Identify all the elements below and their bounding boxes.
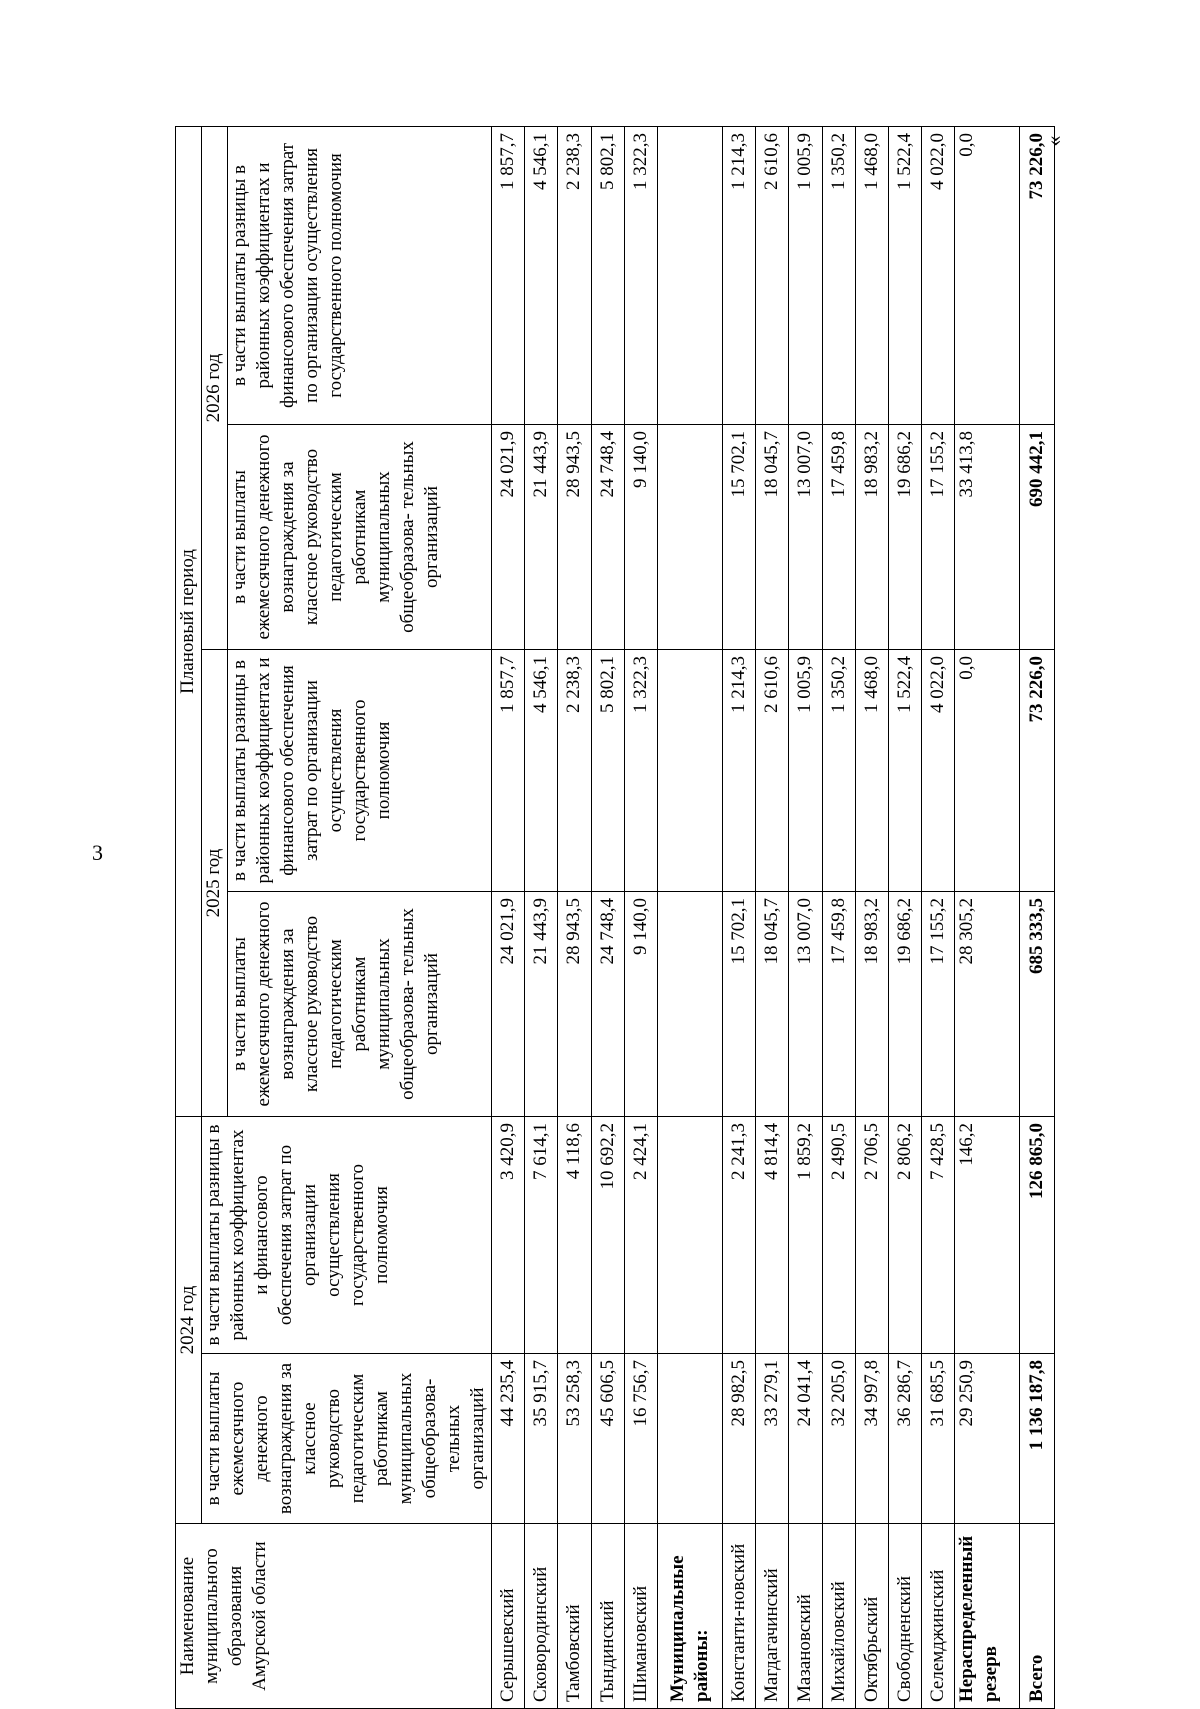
header-name: Наименование муниципального образования Амурской области xyxy=(176,1524,492,1709)
total-2026-remuneration: 690 442,1 xyxy=(1020,424,1055,649)
cell-2024-coefficients: 2 241,3 xyxy=(723,1116,756,1353)
cell-2026-coefficients: 2 238,3 xyxy=(558,126,591,424)
cell-2024-remuneration: 44 235,4 xyxy=(492,1354,525,1524)
table-row xyxy=(723,126,756,1708)
cell-2026-remuneration: 9 140,0 xyxy=(624,424,657,649)
total-2024-coefficients: 126 865,0 xyxy=(1020,1116,1055,1353)
table-row xyxy=(789,126,822,1708)
cell-2025-coefficients: 1 522,4 xyxy=(888,649,921,891)
table-row xyxy=(756,126,789,1708)
cell-2025-coefficients: 0,0 xyxy=(955,649,1020,891)
cell-2026-remuneration: 21 443,9 xyxy=(525,424,558,649)
table-row xyxy=(922,126,955,1708)
rotated-table-container xyxy=(175,127,1055,1709)
end-quote-mark: » xyxy=(1045,135,1071,147)
header-planned-period: Плановый период xyxy=(176,126,202,1116)
cell-2024-coefficients: 1 859,2 xyxy=(789,1116,822,1353)
row-name: Тындинский xyxy=(591,1524,624,1709)
cell-2026-remuneration: 17 155,2 xyxy=(922,424,955,649)
cell-2024-coefficients: 4 814,4 xyxy=(756,1116,789,1353)
cell-2026-remuneration: 24 748,4 xyxy=(591,424,624,649)
header-2026: 2026 год xyxy=(202,126,228,649)
cell-2025-remuneration: 15 702,1 xyxy=(723,891,756,1116)
cell-2025-coefficients: 1 322,3 xyxy=(624,649,657,891)
total-2024-remuneration: 1 136 187,8 xyxy=(1020,1354,1055,1524)
cell-2026-coefficients: 1 214,3 xyxy=(723,126,756,424)
cell-2024-remuneration: 29 250,9 xyxy=(955,1354,1020,1524)
cell-2024-coefficients: 2 490,5 xyxy=(822,1116,855,1353)
total-2026-coefficients: 73 226,0 xyxy=(1020,126,1055,424)
cell-2025-remuneration: 24 021,9 xyxy=(492,891,525,1116)
cell-2026-remuneration: 13 007,0 xyxy=(789,424,822,649)
cell-2024-coefficients: 2 706,5 xyxy=(855,1116,888,1353)
cell-2024-coefficients: 7 614,1 xyxy=(525,1116,558,1353)
cell-2026-coefficients: 4 022,0 xyxy=(922,126,955,424)
row-name: Мазановский xyxy=(789,1524,822,1709)
page-number: 3 xyxy=(92,840,103,865)
cell-2025-remuneration: 21 443,9 xyxy=(525,891,558,1116)
cell-2024-remuneration: 34 997,8 xyxy=(855,1354,888,1524)
header-2026-coefficients: в части выплаты разницы в районных коэффициентах и финансового обеспечения затрат по организации осуществления государственного полномочия xyxy=(228,126,492,424)
row-name: Константи-новский xyxy=(723,1524,756,1709)
row-name: Шимановский xyxy=(624,1524,657,1709)
cell-2025-coefficients: 1 468,0 xyxy=(855,649,888,891)
cell-2026-coefficients: 1 468,0 xyxy=(855,126,888,424)
cell-2024-remuneration: 53 258,3 xyxy=(558,1354,591,1524)
budget-table xyxy=(175,126,1055,1709)
row-name: Тамбовский xyxy=(558,1524,591,1709)
cell-2025-coefficients: 5 802,1 xyxy=(591,649,624,891)
row-name: Сковородинский xyxy=(525,1524,558,1709)
row-name: Магдагачинский xyxy=(756,1524,789,1709)
table-row xyxy=(855,126,888,1708)
cell-2024-remuneration: 45 606,5 xyxy=(591,1354,624,1524)
cell-2024-remuneration: 31 685,5 xyxy=(922,1354,955,1524)
header-2024-coefficients: в части выплаты разницы в районных коэффициентах и финансового обеспечения затрат по организации осуществления государственного полномочия xyxy=(202,1116,492,1353)
cell-2024-coefficients: 10 692,2 xyxy=(591,1116,624,1353)
table-row xyxy=(525,126,558,1708)
cell-2025-coefficients: 1 214,3 xyxy=(723,649,756,891)
cell-2025-coefficients: 2 610,6 xyxy=(756,649,789,891)
total-2025-remuneration: 685 333,5 xyxy=(1020,891,1055,1116)
cell-2024-remuneration: 36 286,7 xyxy=(888,1354,921,1524)
cell-2024-coefficients: 3 420,9 xyxy=(492,1116,525,1353)
cell-2026-coefficients: 5 802,1 xyxy=(591,126,624,424)
table-row xyxy=(888,126,921,1708)
cell-2026-coefficients: 1 322,3 xyxy=(624,126,657,424)
cell-2025-coefficients: 1 350,2 xyxy=(822,649,855,891)
cell-2025-remuneration: 13 007,0 xyxy=(789,891,822,1116)
table-row xyxy=(492,126,525,1708)
table-row xyxy=(624,126,657,1708)
cell-2024-coefficients: 7 428,5 xyxy=(922,1116,955,1353)
section-row xyxy=(657,126,722,1708)
header-2025-coefficients: в части выплаты разницы в районных коэффициентах и финансового обеспечения затрат по организации осуществления государственного полномочия xyxy=(228,649,492,891)
cell-2024-remuneration: 33 279,1 xyxy=(756,1354,789,1524)
header-2024: 2024 год xyxy=(176,1116,202,1523)
cell-2026-coefficients: 1 005,9 xyxy=(789,126,822,424)
row-name: Октябрьский xyxy=(855,1524,888,1709)
cell-2025-remuneration: 17 155,2 xyxy=(922,891,955,1116)
cell-2026-remuneration: 17 459,8 xyxy=(822,424,855,649)
cell-2024-coefficients: 4 118,6 xyxy=(558,1116,591,1353)
cell-2026-remuneration: 19 686,2 xyxy=(888,424,921,649)
header-2024-remuneration: в части выплаты ежемесячного денежного вознаграждения за классное руководство педагогическим работникам муниципальных общеобразова- тельных организаций xyxy=(202,1354,492,1524)
cell-2025-coefficients: 4 022,0 xyxy=(922,649,955,891)
cell-2025-remuneration: 18 983,2 xyxy=(855,891,888,1116)
cell-2025-remuneration: 9 140,0 xyxy=(624,891,657,1116)
cell-2024-coefficients: 2 424,1 xyxy=(624,1116,657,1353)
cell-2026-remuneration: 33 413,8 xyxy=(955,424,1020,649)
cell-2026-coefficients: 2 610,6 xyxy=(756,126,789,424)
header-2025: 2025 год xyxy=(202,649,228,1116)
cell-2024-remuneration: 28 982,5 xyxy=(723,1354,756,1524)
cell-2026-remuneration: 18 045,7 xyxy=(756,424,789,649)
table-row xyxy=(558,126,591,1708)
cell-2025-coefficients: 1 857,7 xyxy=(492,649,525,891)
table-row xyxy=(591,126,624,1708)
cell-2026-coefficients: 1 522,4 xyxy=(888,126,921,424)
total-2025-coefficients: 73 226,0 xyxy=(1020,649,1055,891)
cell-2025-remuneration: 17 459,8 xyxy=(822,891,855,1116)
cell-2025-remuneration: 28 943,5 xyxy=(558,891,591,1116)
cell-2026-coefficients: 1 350,2 xyxy=(822,126,855,424)
cell-2025-remuneration: 24 748,4 xyxy=(591,891,624,1116)
reserve-label: Нераспределенный резерв xyxy=(955,1524,1020,1709)
cell-2026-remuneration: 15 702,1 xyxy=(723,424,756,649)
cell-2026-coefficients: 4 546,1 xyxy=(525,126,558,424)
cell-2025-remuneration: 18 045,7 xyxy=(756,891,789,1116)
cell-2024-remuneration: 32 205,0 xyxy=(822,1354,855,1524)
cell-2025-remuneration: 19 686,2 xyxy=(888,891,921,1116)
cell-2025-coefficients: 2 238,3 xyxy=(558,649,591,891)
row-name: Серышевский xyxy=(492,1524,525,1709)
cell-2024-coefficients: 146,2 xyxy=(955,1116,1020,1353)
cell-2026-remuneration: 28 943,5 xyxy=(558,424,591,649)
cell-2026-coefficients: 0,0 xyxy=(955,126,1020,424)
total-row xyxy=(1020,126,1055,1708)
row-name: Михайловский xyxy=(822,1524,855,1709)
section-label: Муниципальные районы: xyxy=(657,1524,722,1709)
cell-2026-remuneration: 18 983,2 xyxy=(855,424,888,649)
header-2025-remuneration: в части выплаты ежемесячного денежного вознаграждения за классное руководство педагогическим работникам муниципальных общеобразова- тельных организаций xyxy=(228,891,492,1116)
table-row xyxy=(822,126,855,1708)
row-name: Свободненский xyxy=(888,1524,921,1709)
cell-2024-remuneration: 35 915,7 xyxy=(525,1354,558,1524)
cell-2024-coefficients: 2 806,2 xyxy=(888,1116,921,1353)
row-name: Селемджинский xyxy=(922,1524,955,1709)
reserve-row xyxy=(955,126,1020,1708)
cell-2026-remuneration: 24 021,9 xyxy=(492,424,525,649)
cell-2025-remuneration: 28 305,2 xyxy=(955,891,1020,1116)
cell-2024-remuneration: 16 756,7 xyxy=(624,1354,657,1524)
cell-2024-remuneration: 24 041,4 xyxy=(789,1354,822,1524)
cell-2026-coefficients: 1 857,7 xyxy=(492,126,525,424)
cell-2025-coefficients: 4 546,1 xyxy=(525,649,558,891)
header-2026-remuneration: в части выплаты ежемесячного денежного вознаграждения за классное руководство педагогическим работникам муниципальных общеобразова- тельных организаций xyxy=(228,424,492,649)
cell-2025-coefficients: 1 005,9 xyxy=(789,649,822,891)
total-label: Всего xyxy=(1020,1524,1055,1709)
